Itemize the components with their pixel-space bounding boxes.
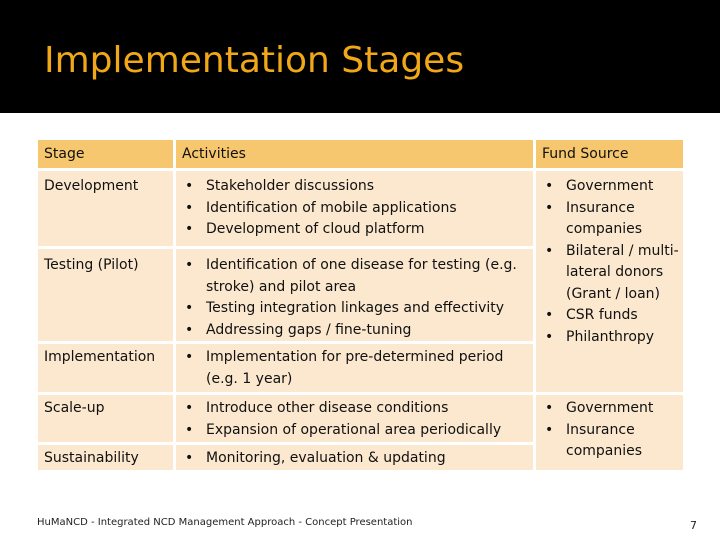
list-item: • Stakeholder discussions (182, 176, 529, 198)
page-number: 7 (690, 519, 697, 532)
stages-table (38, 140, 683, 470)
list-item: • Development of cloud platform (182, 219, 529, 241)
fund-group-2 (542, 398, 679, 463)
list-item: • Bilateral / multi-lateral donors (Grant / loan) (542, 241, 679, 306)
list-item: • Insurance companies (542, 420, 679, 463)
activities-sustainability (182, 448, 529, 470)
list-item: • Government (542, 398, 679, 420)
stage-sustainability: Sustainability (44, 450, 139, 466)
list-item: • Implementation for pre-determined period (e.g. 1 year) (182, 347, 529, 390)
footer-text: HuMaNCD - Integrated NCD Management Approach - Concept Presentation (37, 517, 413, 528)
list-item: • Identification of mobile applications (182, 198, 529, 220)
stage-development: Development (44, 178, 139, 194)
activities-implementation (182, 347, 529, 390)
title-bar (0, 0, 720, 113)
stage-implementation: Implementation (44, 349, 156, 365)
list-item: • Expansion of operational area periodically (182, 420, 529, 442)
fund-source-column (536, 168, 683, 470)
fund-group-1 (542, 176, 679, 348)
header-fund-source: Fund Source (536, 140, 683, 168)
list-item: • Introduce other disease conditions (182, 398, 529, 420)
list-item: • CSR funds (542, 305, 679, 327)
activities-scale-up (182, 398, 529, 441)
header-activities: Activities (176, 140, 536, 168)
header-stage: Stage (38, 140, 176, 168)
activities-column (176, 168, 536, 470)
activities-development (182, 176, 529, 241)
stage-column (38, 168, 176, 470)
stage-testing: Testing (Pilot) (44, 257, 139, 273)
list-item: • Addressing gaps / fine-tuning (182, 320, 529, 342)
activities-testing (182, 255, 529, 341)
list-item: • Identification of one disease for testing (e.g. stroke) and pilot area (182, 255, 529, 298)
list-item: • Monitoring, evaluation & updating (182, 448, 529, 470)
list-item: • Testing integration linkages and effectivity (182, 298, 529, 320)
slide-title: Implementation Stages (44, 40, 465, 81)
list-item: • Philanthropy (542, 327, 679, 349)
stage-scale-up: Scale-up (44, 400, 105, 416)
list-item: • Insurance companies (542, 198, 679, 241)
list-item: • Government (542, 176, 679, 198)
